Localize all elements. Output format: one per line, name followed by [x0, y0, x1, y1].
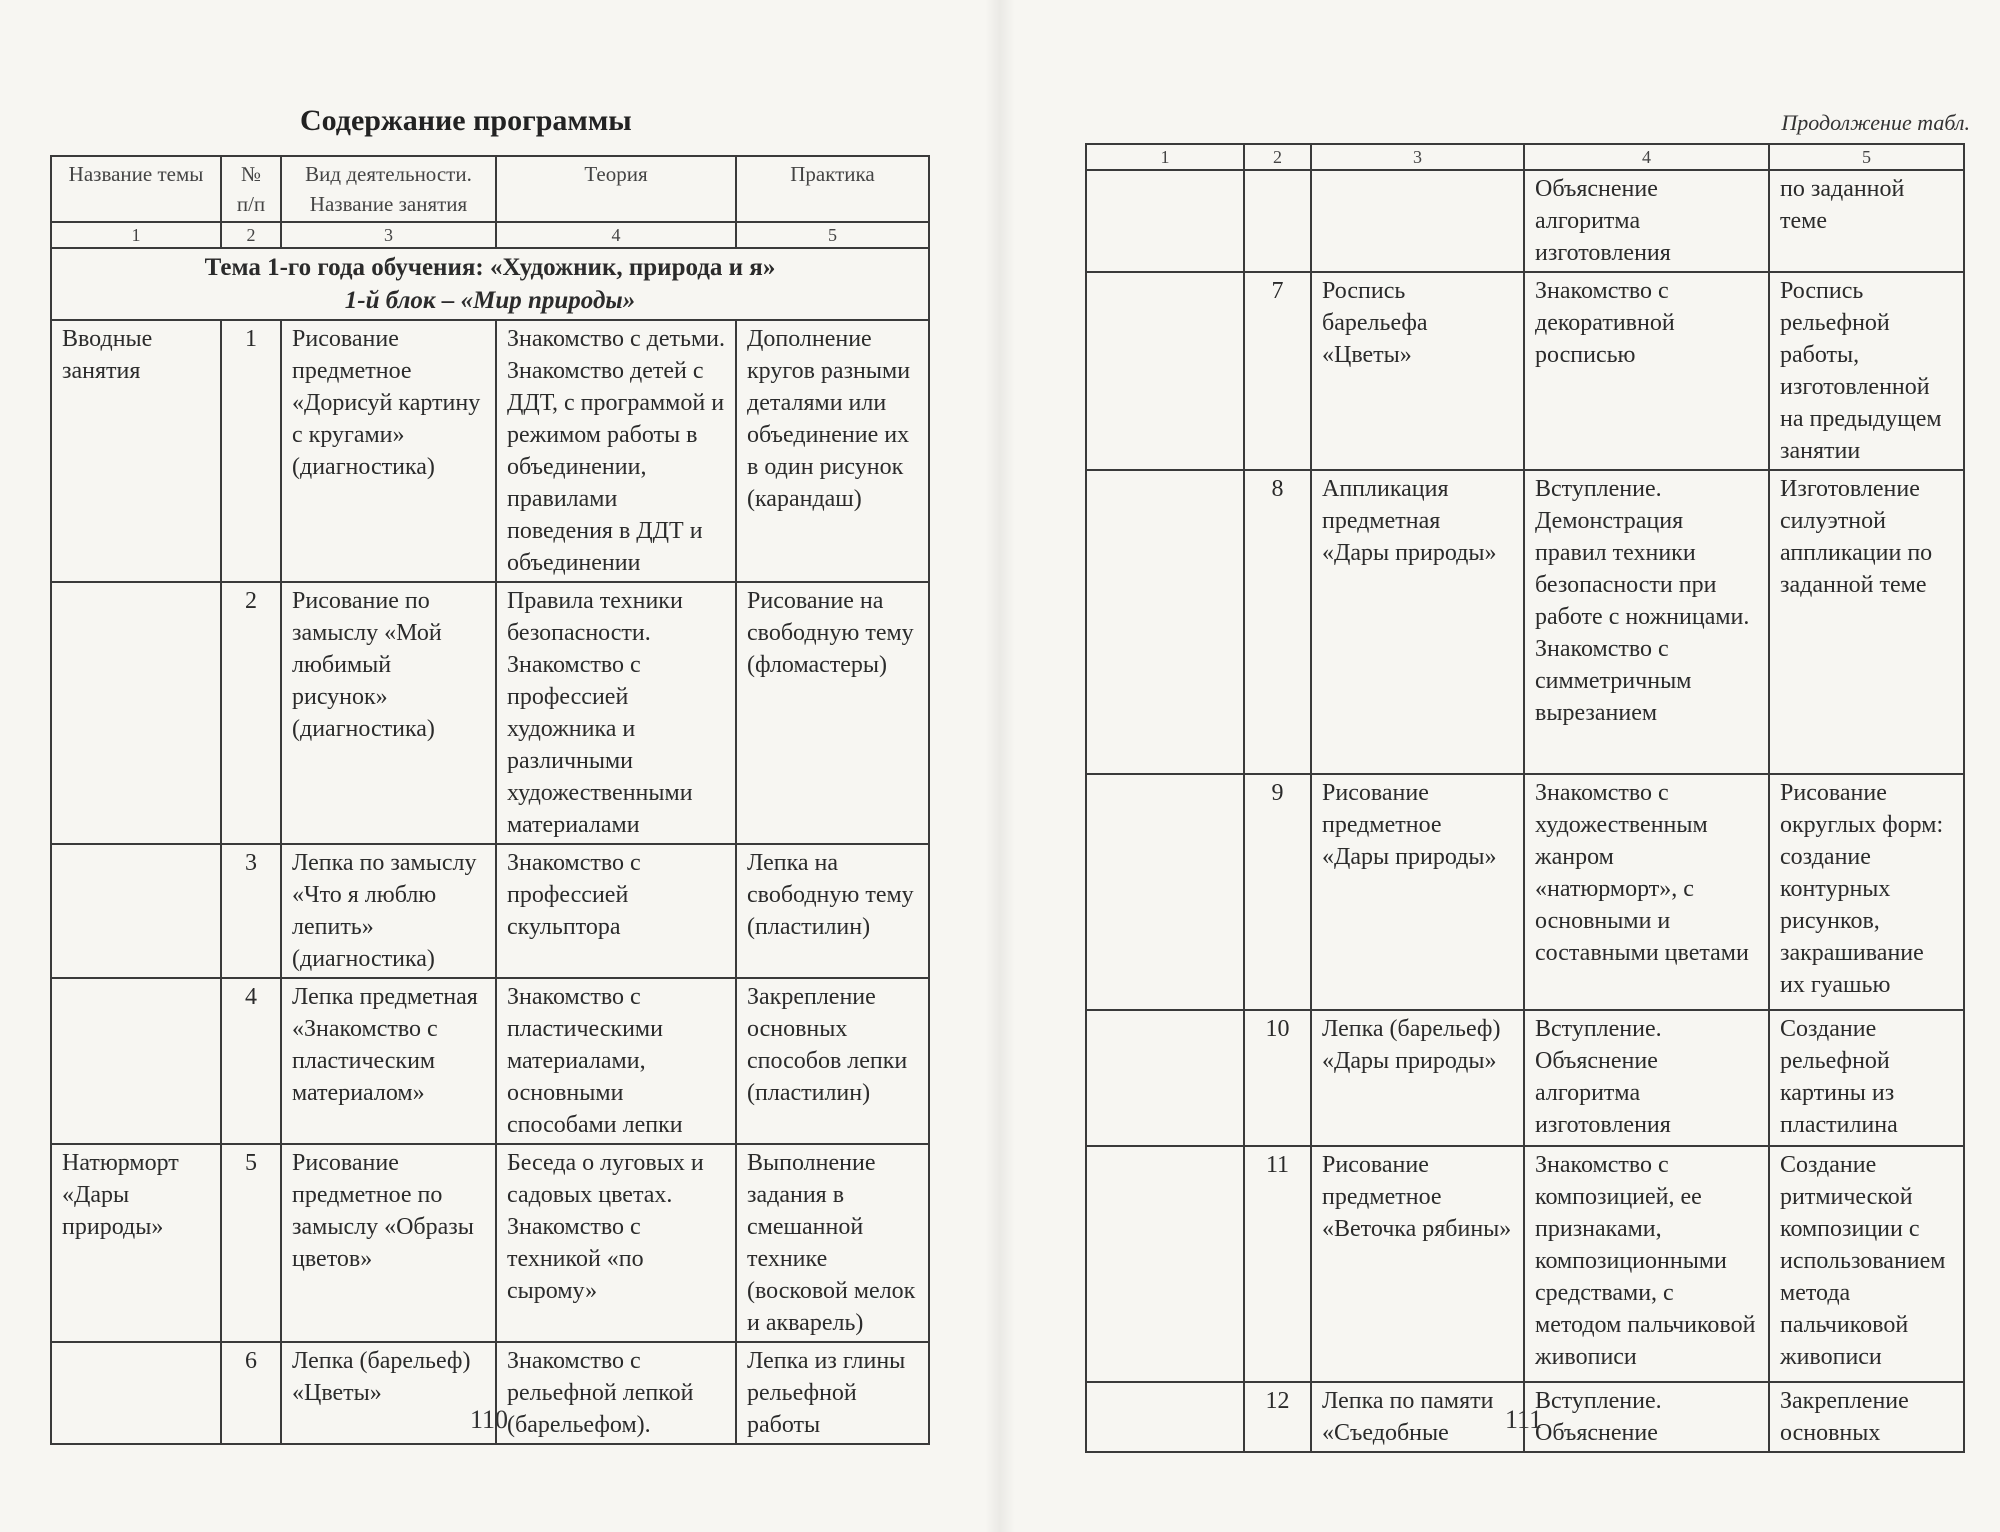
header-theory: Теория — [496, 156, 736, 222]
theme-cell — [1086, 1382, 1244, 1452]
theory-cell: Объяснение алгоритма изготовления — [1524, 170, 1769, 272]
activity-cell: Лепка по замыслу «Что я люблю лепить» (диагностика) — [281, 844, 496, 978]
theory-cell: Знакомство с рельефной лепкой (барельефом). — [496, 1342, 736, 1444]
page-number: 110 — [470, 1405, 509, 1434]
activity-cell: Рисование предметное «Веточка рябины» — [1311, 1146, 1524, 1382]
practice-cell: Лепка из глины рельефной работы — [736, 1342, 929, 1444]
table-row — [1086, 272, 1964, 470]
table-header-row — [51, 156, 929, 222]
theory-cell: Знакомство с художественным жанром «натюрморт», с основными и составными цветами — [1524, 774, 1769, 1010]
practice-cell: Выполнение задания в смешанной технике (восковой мелок и акварель) — [736, 1144, 929, 1342]
practice-cell: Создание ритмической композиции с использованием метода пальчиковой живописи — [1769, 1146, 1964, 1382]
practice-cell: по заданной теме — [1769, 170, 1964, 272]
lesson-number: 5 — [221, 1144, 281, 1342]
theory-cell: Беседа о луговых и садовых цветах. Знакомство с техникой «по сырому» — [496, 1144, 736, 1342]
lesson-number: 8 — [1244, 470, 1311, 774]
activity-cell: Рисование по замыслу «Мой любимый рисунок» (диагностика) — [281, 582, 496, 844]
activity-cell: Лепка предметная «Знакомство с пластическим материалом» — [281, 978, 496, 1144]
theme-cell — [1086, 470, 1244, 774]
activity-cell: Лепка (барельеф) «Дары природы» — [1311, 1010, 1524, 1146]
lesson-number: 9 — [1244, 774, 1311, 1010]
lesson-number — [1244, 170, 1311, 272]
activity-cell: Рисование предметное «Дары природы» — [1311, 774, 1524, 1010]
practice-cell: Дополнение кругов разными деталями или объединение их в один рисунок (карандаш) — [736, 320, 929, 582]
activity-cell: Лепка по памяти «Съедобные — [1311, 1382, 1524, 1452]
lesson-number: 1 — [221, 320, 281, 582]
column-number: 1 — [51, 222, 221, 248]
header-activity: Вид деятельности. Название занятия — [281, 156, 496, 222]
table-row — [51, 582, 929, 844]
theory-cell: Знакомство с декоративной росписью — [1524, 272, 1769, 470]
activity-cell — [1311, 170, 1524, 272]
header-practice: Практика — [736, 156, 929, 222]
lesson-number: 10 — [1244, 1010, 1311, 1146]
column-number: 4 — [496, 222, 736, 248]
table-row — [51, 1144, 929, 1342]
header-number: № п/п — [221, 156, 281, 222]
activity-cell: Рисование предметное «Дорисуй картину с кругами» (диагностика) — [281, 320, 496, 582]
practice-cell: Лепка на свободную тему (пластилин) — [736, 844, 929, 978]
theme-cell — [1086, 1146, 1244, 1382]
block-title: 1-й блок – «Мир природы» — [344, 287, 636, 314]
topic-cell — [51, 248, 929, 320]
table-row — [1086, 1146, 1964, 1382]
theme-cell — [1086, 1010, 1244, 1146]
table-row — [1086, 1010, 1964, 1146]
theme-cell — [51, 582, 221, 844]
activity-cell: Аппликация предметная «Дары природы» — [1311, 470, 1524, 774]
column-number: 4 — [1524, 144, 1769, 170]
lesson-number: 11 — [1244, 1146, 1311, 1382]
practice-cell: Рисование на свободную тему (фломастеры) — [736, 582, 929, 844]
theory-cell: Знакомство с детьми. Знакомство детей с ДДТ, с программой и режимом работы в объединении, правилами поведения в ДДТ и объединении — [496, 320, 736, 582]
column-number: 2 — [1244, 144, 1311, 170]
practice-cell: Закрепление основных способов лепки (пластилин) — [736, 978, 929, 1144]
theme-cell — [1086, 170, 1244, 272]
theme-cell: Вводные занятия — [51, 320, 221, 582]
activity-cell: Лепка (барельеф) «Цветы» — [281, 1342, 496, 1444]
theme-cell — [51, 978, 221, 1144]
right-page — [1000, 0, 2000, 1532]
table-row — [1086, 774, 1964, 1010]
theme-cell: Натюрморт «Дары природы» — [51, 1144, 221, 1342]
theme-cell — [51, 844, 221, 978]
table-row — [51, 844, 929, 978]
topic-title: Тема 1-го года обучения: «Художник, природа и я» — [204, 254, 776, 281]
column-number: 1 — [1086, 144, 1244, 170]
theory-cell: Правила техники безопасности. Знакомство с профессией художника и различными художественными материалами — [496, 582, 736, 844]
activity-cell: Рисование предметное по замыслу «Образы цветов» — [281, 1144, 496, 1342]
practice-cell: Закрепление основных — [1769, 1382, 1964, 1452]
lesson-number: 2 — [221, 582, 281, 844]
column-number: 3 — [1311, 144, 1524, 170]
column-number: 2 — [221, 222, 281, 248]
column-number-row — [51, 222, 929, 248]
theory-cell: Вступление. Объяснение — [1524, 1382, 1769, 1452]
activity-cell: Роспись барельефа «Цветы» — [1311, 272, 1524, 470]
theory-cell: Знакомство с пластическими материалами, основными способами лепки — [496, 978, 736, 1144]
table-row — [51, 978, 929, 1144]
table-row — [1086, 170, 1964, 272]
theme-cell — [1086, 272, 1244, 470]
practice-cell: Создание рельефной картины из пластилина — [1769, 1010, 1964, 1146]
topic-row — [51, 248, 929, 320]
table-row — [51, 320, 929, 582]
column-number: 5 — [1769, 144, 1964, 170]
column-number: 5 — [736, 222, 929, 248]
practice-cell: Роспись рельефной работы, изготовленной на предыдущем занятии — [1769, 272, 1964, 470]
lesson-number: 4 — [221, 978, 281, 1144]
theory-cell: Вступление. Объяснение алгоритма изготовления — [1524, 1010, 1769, 1146]
program-table — [50, 155, 930, 1445]
page-number: 111 — [1505, 1405, 1543, 1434]
header-theme-name: Название темы — [51, 156, 221, 222]
lesson-number: 6 — [221, 1342, 281, 1444]
lesson-number: 12 — [1244, 1382, 1311, 1452]
theme-cell — [51, 1342, 221, 1444]
program-table-continued — [1085, 143, 1965, 1453]
lesson-number: 3 — [221, 844, 281, 978]
lesson-number: 7 — [1244, 272, 1311, 470]
theory-cell: Вступление. Демонстрация правил техники безопасности при работе с ножницами. Знакомство с симметричным вырезанием — [1524, 470, 1769, 774]
continuation-note: Продолжение табл. — [1781, 110, 1970, 135]
page-title: Содержание программы — [300, 104, 632, 137]
practice-cell: Изготовление силуэтной аппликации по заданной теме — [1769, 470, 1964, 774]
theory-cell: Знакомство с профессией скульптора — [496, 844, 736, 978]
column-number: 3 — [281, 222, 496, 248]
column-number-row — [1086, 144, 1964, 170]
theme-cell — [1086, 774, 1244, 1010]
theory-cell: Знакомство с композицией, ее признаками, композиционными средствами, с методом пальчиковой живописи — [1524, 1146, 1769, 1382]
table-row — [1086, 470, 1964, 774]
practice-cell: Рисование округлых форм: создание контурных рисунков, закрашивание их гуашью — [1769, 774, 1964, 1010]
